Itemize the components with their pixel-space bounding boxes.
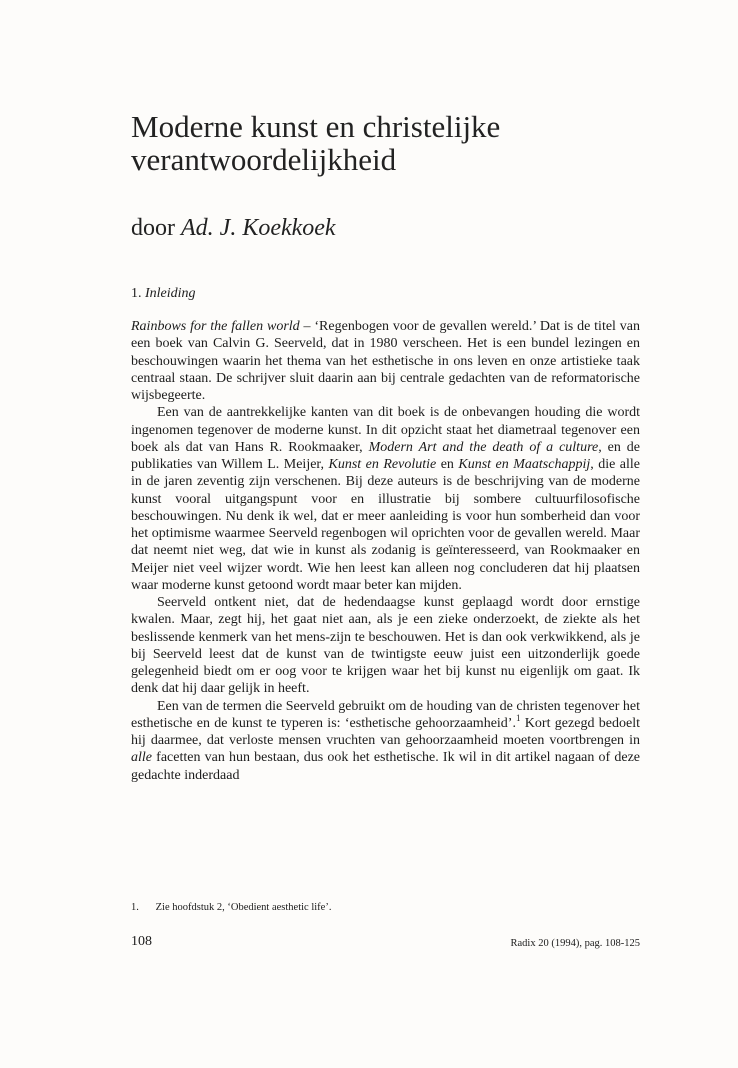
footnote-reference: 1 [515, 712, 521, 723]
text-run: , en de publikaties van Willem L. Meijer, [131, 439, 640, 472]
byline [131, 214, 336, 242]
title-line-2: verantwoordelijkheid [131, 142, 397, 177]
article-title [131, 110, 651, 176]
text-run: Een van de aantrekkelijke kanten van dit boek is de onbevangen houding die wordt ingenomen tegenover de moderne kunst. In dit opzicht staat het diametraal tegenover een boek als dat van Hans R. Rookmaaker, [131, 405, 640, 455]
section-heading [131, 285, 196, 302]
page-number: 108 [131, 934, 152, 949]
text-run: Seerveld ontkent niet, dat de hedendaagse kunst geplaagd wordt door ernstige kwalen. Maar, zegt hij, het gaat niet aan, als je een zieke onderzoekt, de ziekte als het beslissende kenmerk van het mens-zijn te beschouwen. Het is dan ook verkwikkend, als je bij Seerveld leest dat de kunst van de twintigste eeuw juist een uitzonderlijk goede gelegenheid biedt om er oog voor te krijgen waar het bij kunst nu eigenlijk om gaat. Ik denk dat hij daar gelijk in heeft. [131, 595, 640, 697]
journal-citation: Radix 20 (1994), pag. 108-125 [510, 938, 640, 949]
section-number: 1. [131, 286, 142, 301]
text-run: en [436, 457, 459, 472]
footnote-text: Zie hoofdstuk 2, ‘Obedient aesthetic life’. [155, 902, 332, 913]
text-run: – ‘Regenbogen voor de gevallen wereld.’ Dat is de titel van een boek van Calvin G. Seerveld, dat in 1980 verscheen. Het is een bundel lezingen en beschouwingen waarin het thema van het esthetische in ons leven en onze artistieke taak centraal staan. De schrijver sluit daarin aan bij centrale gedachten van de reformatorische wijsbegeerte. [131, 319, 641, 403]
italic-text: alle [131, 750, 152, 766]
footnote-number: 1. [131, 902, 139, 913]
title-line-1: Moderne kunst en christelijke [131, 109, 501, 144]
italic-text: Kunst en Maatschappij [458, 457, 591, 472]
text-run: Een van de termen die Seerveld gebruikt om de houding van de christen tegenover het esthetische en de kunst te typeren is: ‘esthetische gehoorzaamheid’. [131, 698, 640, 731]
text-run: facetten van hun bestaan, dus ook het esthetische. Ik wil in dit artikel nagaan of deze gedachte inderdaad [131, 750, 640, 783]
paragraph [131, 318, 640, 404]
byline-prefix: door [131, 215, 175, 241]
italic-text: Kunst en Revolutie [328, 457, 437, 472]
text-run: Kort gezegd bedoelt hij daarmee, dat verloste mensen vruchten van gehoorzaamheid moeten voortbrengen in [131, 715, 640, 748]
author-name: Ad. J. Koekkoek [181, 215, 336, 241]
paragraph [131, 594, 640, 698]
paragraph [131, 404, 640, 594]
italic-text: Rainbows for the fallen world [131, 319, 300, 334]
section-title: Inleiding [145, 286, 196, 301]
paragraph [131, 698, 640, 784]
italic-text: Modern Art and the death of a culture [368, 439, 599, 455]
body-text [131, 318, 640, 784]
footnote [131, 901, 331, 914]
text-run: , die alle in de jaren zeventig zijn verschenen. Bij deze auteurs is de beschrijving van de moderne kunst vooral uitgangspunt voor en illustratie bij sombere cultuurfilosofische beschouwingen. Nu denk ik wel, dat er meer aanleiding is voor hun somberheid dan voor het optimisme waarmee Seerveld regenbogen wil oprichten voor de gevallen wereld. Maar dat neemt niet weg, dat wie in kunst als zodanig is geïnteresseerd, van Rookmaaker en Meijer niet veel wijzer wordt. Wie hen leest kan alleen nog concluderen dat hij plaatsen waar moderne kunst getoond wordt maar beter kan mijden. [131, 457, 640, 593]
